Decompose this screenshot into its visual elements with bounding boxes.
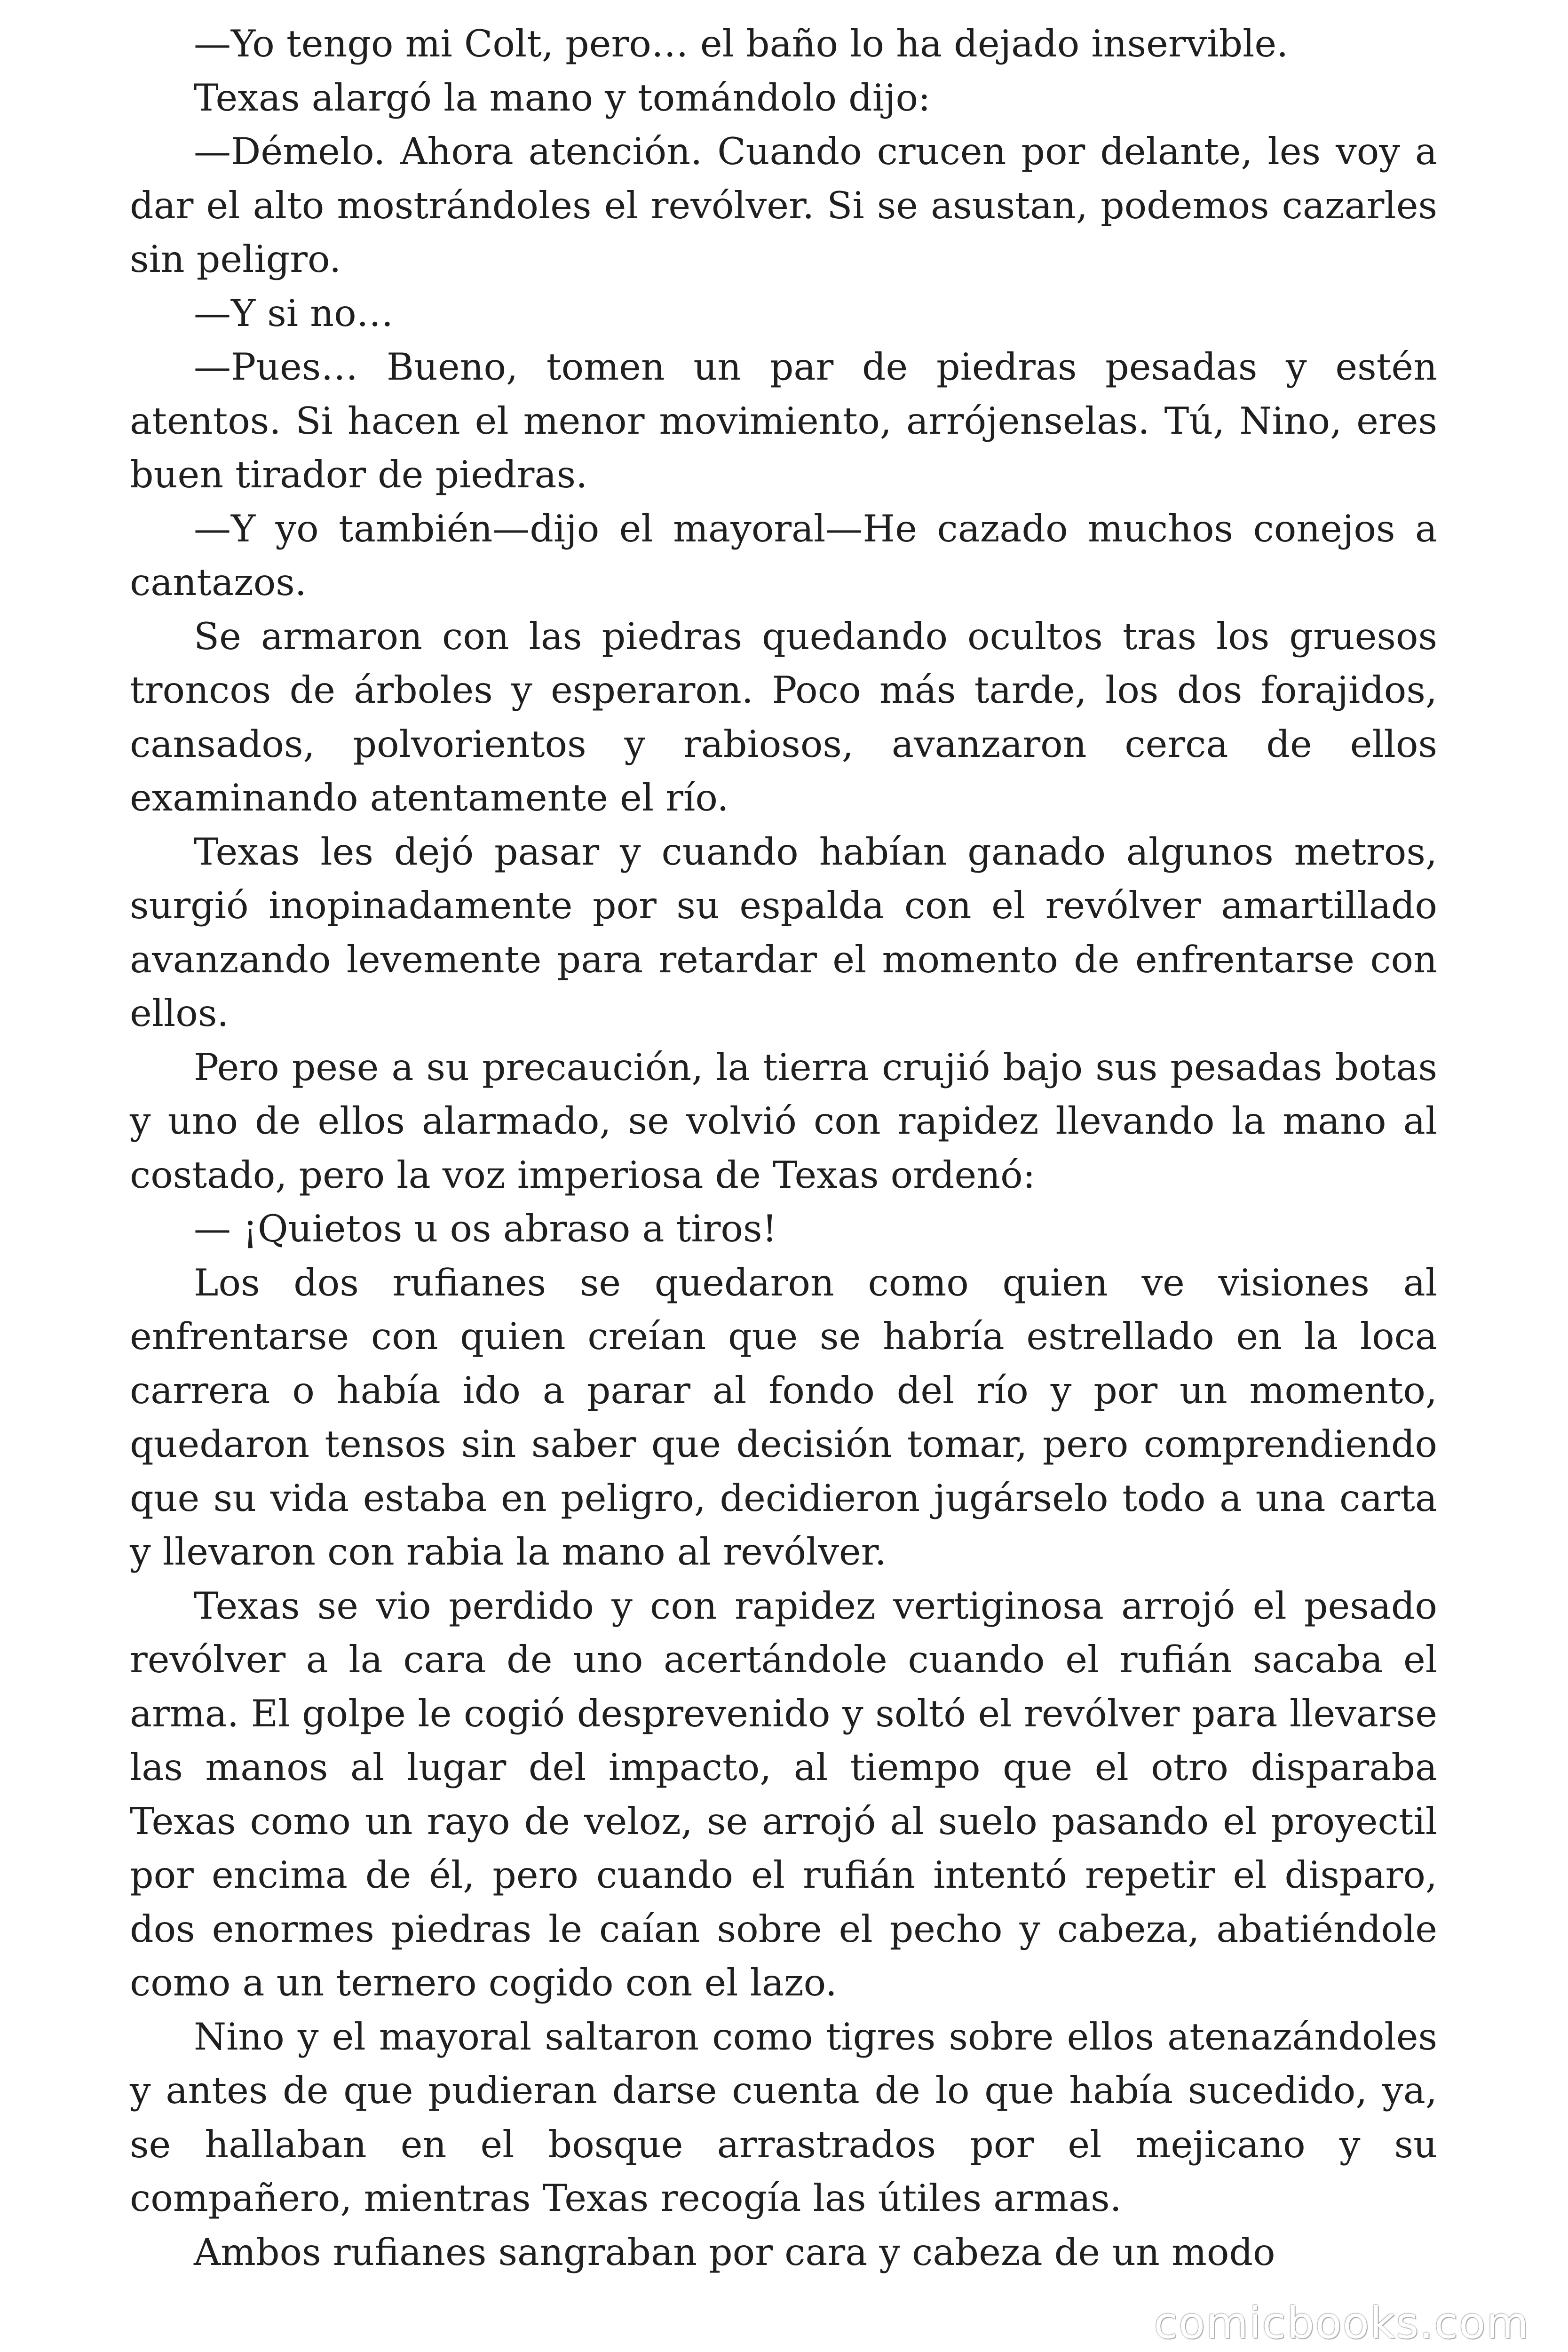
paragraph: —Yo tengo mi Colt, pero… el baño lo ha dejado inservible. (194, 22, 1289, 65)
page-body (130, 17, 1437, 2279)
paragraph: Se armaron con las piedras quedando ocultos tras los gruesos troncos de árboles y esperaron. Poco más tarde, los dos forajidos, cansados, polvorientos y rabiosos, avanzaron cerca de ellos examinando atentamente el río. (130, 614, 1437, 819)
paragraph: —Y si no… (194, 291, 394, 335)
paragraph: —Démelo. Ahora atención. Cuando crucen por delante, les voy a dar el alto mostrándoles el revólver. Si se asustan, podemos cazarles sin peligro. (130, 130, 1437, 281)
paragraph: Pero pese a su precaución, la tierra crujió bajo sus pesadas botas y uno de ellos alarmado, se volvió con rapidez llevando la mano al costado, pero la voz imperiosa de Texas ordenó: (130, 1045, 1437, 1197)
paragraph: —Pues… Bueno, tomen un par de piedras pesadas y estén atentos. Si hacen el menor movimiento, arrójenselas. Tú, Nino, eres buen tirador de piedras. (130, 345, 1437, 496)
paragraph: Texas les dejó pasar y cuando habían ganado algunos metros, surgió inopinadamente por su espalda con el revólver amartillado avanzando levemente para retardar el momento de enfrentarse con ellos. (130, 830, 1437, 1035)
watermark-logo: comicbooks.com (1154, 2298, 1529, 2348)
paragraph: Los dos rufianes se quedaron como quien ve visiones al enfrentarse con quien creían que se habría estrellado en la loca carrera o había ido a parar al fondo del río y por un momento, quedaron tensos sin saber que decisión tomar, pero comprendiendo que su vida estaba en peligro, decidieron jugárselo todo a una carta y llevaron con rabia la mano al revólver. (130, 1261, 1437, 1573)
paragraph: Ambos rufianes sangraban por cara y cabeza de un modo (194, 2230, 1275, 2274)
paragraph: Nino y el mayoral saltaron como tigres sobre ellos atenazándoles y antes de que pudieran darse cuenta de lo que había sucedido, ya, se hallaban en el bosque arrastrados por el mejicano y su compañero, mientras Texas recogía las útiles armas. (130, 2015, 1437, 2220)
paragraph: —Y yo también—dijo el mayoral—He cazado muchos conejos a cantazos. (130, 507, 1437, 604)
paragraph: Texas se vio perdido y con rapidez vertiginosa arrojó el pesado revólver a la cara de uno acertándole cuando el rufián sacaba el arma. El golpe le cogió desprevenido y soltó el revólver para llevarse las manos al lugar del impacto, al tiempo que el otro disparaba Texas como un rayo de veloz, se arrojó al suelo pasando el proyectil por encima de él, pero cuando el rufián intentó repetir el disparo, dos enormes piedras le caían sobre el pecho y cabeza, abatiéndole como a un ternero cogido con el lazo. (130, 1584, 1437, 2004)
paragraph: — ¡Quietos u os abraso a tiros! (194, 1207, 777, 1250)
paragraph: Texas alargó la mano y tomándolo dijo: (194, 76, 931, 119)
